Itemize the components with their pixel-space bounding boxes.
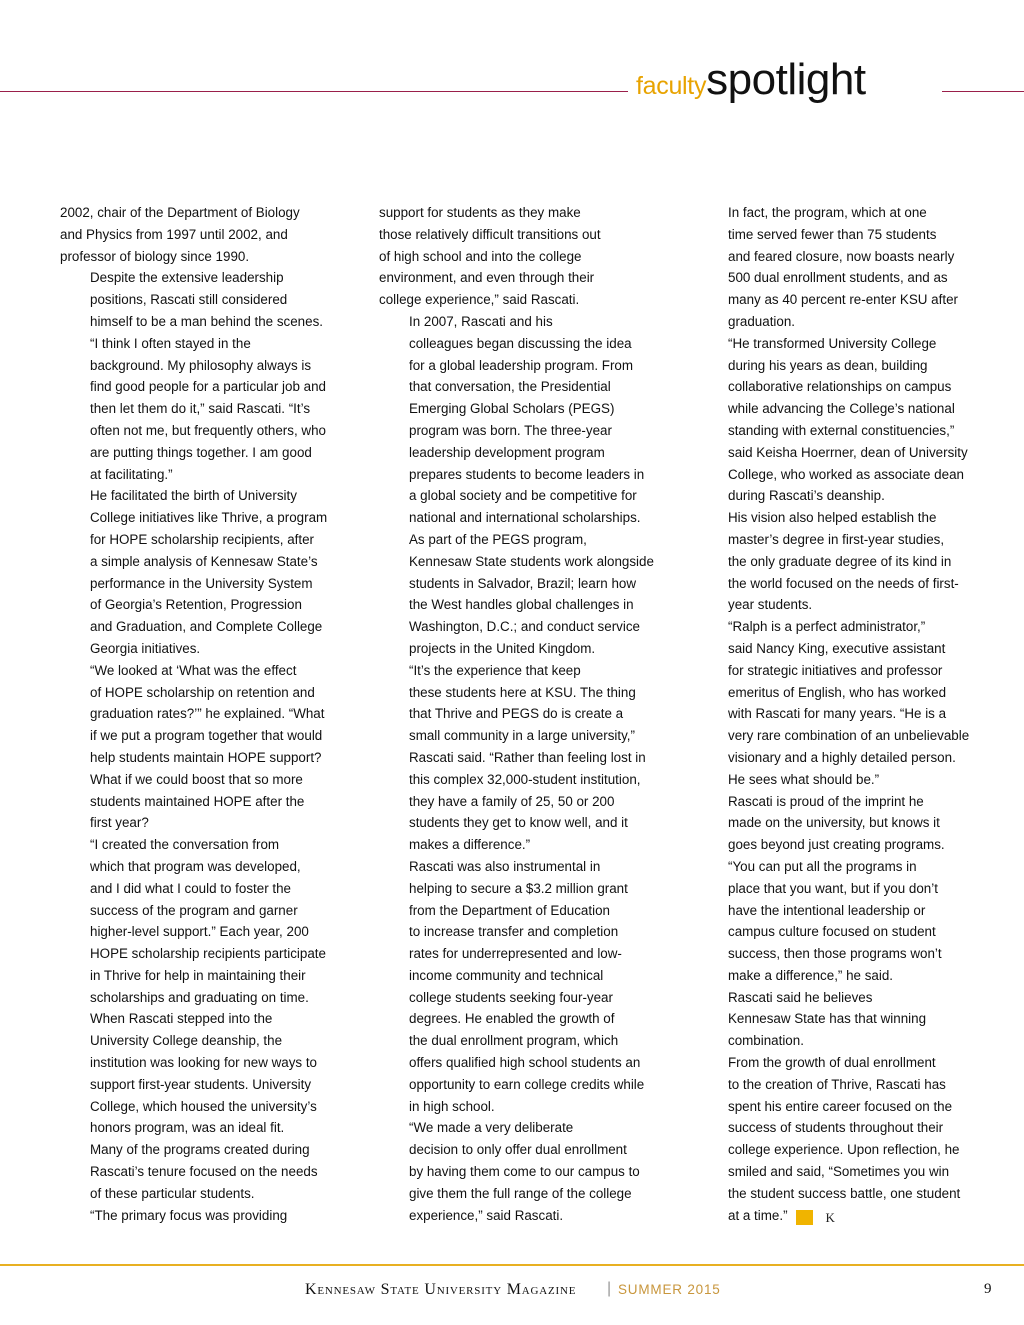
text-line: College initiatives like Thrive, a program — [90, 510, 328, 526]
article-paragraph — [60, 660, 335, 834]
text-line: smiled and said, “Sometimes you win — [728, 1164, 950, 1180]
text-column-3 — [698, 202, 973, 1226]
text-line: Rascati is proud of the imprint he — [728, 793, 924, 809]
text-line: college experience,” said Rascati. — [379, 292, 580, 308]
text-line: scholarships and graduating on time. — [90, 989, 309, 1005]
text-line: the world focused on the needs of first- — [728, 575, 959, 591]
text-line: small community in a large university,” — [409, 728, 635, 744]
section-title — [636, 55, 936, 104]
text-line: collaborative relationships on campus — [728, 379, 952, 395]
article-paragraph — [60, 1205, 335, 1227]
issue-date: SUMMER 2015 — [618, 1282, 721, 1297]
text-line: degrees. He enabled the growth of — [409, 1011, 615, 1027]
text-line: college students seeking four-year — [409, 989, 613, 1005]
header-rule-left — [0, 91, 628, 92]
text-line: performance in the University System — [90, 575, 313, 591]
text-column-1 — [60, 202, 335, 1226]
text-line: support first-year students. University — [90, 1076, 312, 1092]
text-line: combination. — [728, 1033, 804, 1049]
text-line: make a difference,” he said. — [728, 967, 893, 983]
article-paragraph — [698, 333, 973, 507]
text-line: “I created the conversation from — [90, 837, 280, 853]
text-line: income community and technical — [409, 967, 604, 983]
text-line: Many of the programs created during — [90, 1142, 310, 1158]
text-line: Georgia initiatives. — [90, 640, 201, 656]
text-line: honors program, was an ideal fit. — [90, 1120, 285, 1136]
text-line: “Ralph is a perfect administrator,” — [728, 619, 926, 635]
text-line: to increase transfer and completion — [409, 924, 619, 940]
text-line: higher-level support.” Each year, 200 — [90, 924, 309, 940]
text-line: visionary and a highly detailed person. — [728, 749, 956, 765]
text-line: year students. — [728, 597, 813, 613]
text-line: if we put a program together that would — [90, 728, 323, 744]
text-line: helping to secure a $3.2 million grant — [409, 880, 628, 896]
text-line: that Thrive and PEGS do is create a — [409, 706, 624, 722]
text-line: Washington, D.C.; and conduct service — [409, 619, 640, 635]
text-line: University College deanship, the — [90, 1033, 283, 1049]
article-paragraph — [698, 507, 973, 616]
text-line: place that you want, but if you don’t — [728, 880, 938, 896]
text-line: offers qualified high school students an — [409, 1055, 641, 1071]
text-line: leadership development program — [409, 444, 605, 460]
text-line: He facilitated the birth of University — [90, 488, 297, 504]
text-line: As part of the PEGS program, — [409, 531, 587, 547]
text-line: In fact, the program, which at one — [728, 205, 927, 220]
article-paragraph — [698, 1052, 973, 1226]
text-line: find good people for a particular job and — [90, 379, 326, 395]
article-paragraph — [698, 856, 973, 987]
text-line: that conversation, the Presidential — [409, 379, 611, 395]
end-mark-icon: K — [796, 1210, 813, 1225]
article-paragraph — [698, 202, 973, 333]
text-line: “I think I often stayed in the — [90, 335, 251, 351]
text-line: “He transformed University College — [728, 335, 937, 351]
text-line: Despite the extensive leadership — [90, 270, 284, 286]
page-footer — [0, 1281, 1024, 1301]
text-line: From the growth of dual enrollment — [728, 1055, 936, 1071]
text-line: for HOPE scholarship recipients, after — [90, 531, 315, 547]
text-line: graduation. — [728, 313, 796, 329]
text-line: opportunity to earn college credits while — [409, 1076, 645, 1092]
text-line: Kennesaw State has that winning — [728, 1011, 927, 1027]
text-line: the student success battle, one student — [728, 1185, 961, 1201]
text-line: in Thrive for help in maintaining their — [90, 967, 306, 983]
text-line: the dual enrollment program, which — [409, 1033, 619, 1049]
text-line: institution was looking for new ways to — [90, 1055, 318, 1071]
article-paragraph — [60, 333, 335, 486]
article-paragraph — [60, 485, 335, 659]
article-paragraph — [698, 987, 973, 1052]
text-line: students maintained HOPE after the — [90, 793, 305, 809]
text-line: Rascati was also instrumental in — [409, 858, 601, 874]
article-paragraph — [379, 529, 654, 660]
text-line: environment, and even through their — [379, 270, 595, 286]
section-title-big: spotlight — [706, 55, 866, 104]
text-line: have the intentional leadership or — [728, 902, 926, 918]
text-line: of these particular students. — [90, 1185, 255, 1201]
text-line: at facilitating.” — [90, 466, 173, 482]
text-line: the West handles global challenges in — [409, 597, 634, 613]
text-line: emeritus of English, who has worked — [728, 684, 947, 700]
text-line: Rascati’s tenure focused on the needs — [90, 1164, 318, 1180]
text-line: which that program was developed, — [90, 858, 301, 874]
text-line: What if we could boost that so more — [90, 771, 303, 787]
text-line: College, which housed the university’s — [90, 1098, 317, 1114]
text-line: while advancing the College’s national — [728, 401, 955, 417]
text-line: Rascati said. “Rather than feeling lost in — [409, 749, 646, 765]
text-line: during his years as dean, building — [728, 357, 928, 373]
article-paragraph — [698, 616, 973, 790]
text-line: those relatively difficult transitions out — [379, 226, 601, 242]
text-line: in high school. — [409, 1098, 495, 1114]
text-line: He sees what should be.” — [728, 771, 880, 787]
text-line: first year? — [90, 815, 149, 831]
text-line: spent his entire career focused on the — [728, 1098, 953, 1114]
text-line: are putting things together. I am good — [90, 444, 312, 460]
text-line: help students maintain HOPE support? — [90, 749, 322, 765]
text-line: experience,” said Rascati. — [409, 1207, 564, 1223]
text-line: Kennesaw State students work alongside — [409, 553, 654, 569]
text-line: they have a family of 25, 50 or 200 — [409, 793, 615, 809]
text-line: of HOPE scholarship on retention and — [90, 684, 315, 700]
text-line: Emerging Global Scholars (PEGS) — [409, 401, 615, 417]
text-line: this complex 32,000-student institution, — [409, 771, 641, 787]
text-line: His vision also helped establish the — [728, 510, 937, 526]
text-line: support for students as they make — [379, 205, 581, 220]
text-line: said Keisha Hoerrner, dean of University — [728, 444, 968, 460]
text-line: professor of biology since 1990. — [60, 248, 250, 264]
text-line: a simple analysis of Kennesaw State’s — [90, 553, 318, 569]
text-line: and Graduation, and Complete College — [90, 619, 323, 635]
text-line: Rascati said he believes — [728, 989, 873, 1005]
text-line: and feared closure, now boasts nearly — [728, 248, 955, 264]
text-line: “We made a very deliberate — [409, 1120, 574, 1136]
text-line: these students here at KSU. The thing — [409, 684, 636, 700]
text-line: “You can put all the programs in — [728, 858, 917, 874]
text-line: made on the university, but knows it — [728, 815, 940, 831]
text-line: prepares students to become leaders in — [409, 466, 645, 482]
page-number: 9 — [984, 1281, 992, 1297]
text-line: time served fewer than 75 students — [728, 226, 937, 242]
text-line: students in Salvador, Brazil; learn how — [409, 575, 637, 591]
text-line: himself to be a man behind the scenes. — [90, 313, 323, 329]
text-line: for strategic initiatives and professor — [728, 662, 943, 678]
publication-name: Kennesaw State University Magazine — [305, 1281, 577, 1298]
text-line: success of the program and garner — [90, 902, 298, 918]
text-line: of high school and into the college — [379, 248, 582, 264]
text-line: graduation rates?’” he explained. “What — [90, 706, 325, 722]
text-line: at a time.” K — [728, 1207, 835, 1225]
text-line: In 2007, Rascati and his — [409, 313, 553, 329]
text-line: “It’s the experience that keep — [409, 662, 581, 678]
text-line: success of students throughout their — [728, 1120, 944, 1136]
text-line: master’s degree in first-year studies, — [728, 531, 945, 547]
text-line: background. My philosophy always is — [90, 357, 312, 373]
text-line: and I did what I could to foster the — [90, 880, 291, 896]
text-line: give them the full range of the college — [409, 1185, 632, 1201]
text-line: students they get to know well, and it — [409, 815, 628, 831]
text-line: “We looked at ‘What was the effect — [90, 662, 297, 678]
text-line: projects in the United Kingdom. — [409, 640, 596, 656]
text-line: standing with external constituencies,” — [728, 422, 955, 438]
text-line: college experience. Upon reflection, he — [728, 1142, 960, 1158]
text-line: from the Department of Education — [409, 902, 610, 918]
text-column-2 — [379, 202, 654, 1226]
text-line: a global society and be competitive for — [409, 488, 637, 504]
article-paragraph — [379, 311, 654, 529]
text-line: to the creation of Thrive, Rascati has — [728, 1076, 946, 1092]
article-paragraph — [60, 1008, 335, 1204]
text-line: rates for underrepresented and low- — [409, 946, 622, 962]
text-line: with Rascati for many years. “He is a — [728, 706, 947, 722]
text-line: said Nancy King, executive assistant — [728, 640, 946, 656]
text-line: decision to only offer dual enrollment — [409, 1142, 627, 1158]
article-paragraph — [698, 791, 973, 856]
text-line: “The primary focus was providing — [90, 1207, 288, 1223]
text-line: and Physics from 1997 until 2002, and — [60, 226, 288, 242]
text-line: 2002, chair of the Department of Biology — [60, 205, 300, 220]
text-line: national and international scholarships. — [409, 510, 641, 526]
section-title-small: faculty — [636, 72, 707, 100]
text-line: HOPE scholarship recipients participate — [90, 946, 326, 962]
text-line: for a global leadership program. From — [409, 357, 634, 373]
text-line: positions, Rascati still considered — [90, 292, 288, 308]
footer-rule — [0, 1264, 1024, 1266]
text-line: then let them do it,” said Rascati. “It’s — [90, 401, 311, 417]
text-line: by having them come to our campus to — [409, 1164, 640, 1180]
text-line: of Georgia’s Retention, Progression — [90, 597, 302, 613]
article-paragraph — [379, 202, 654, 311]
text-line: College, who worked as associate dean — [728, 466, 964, 482]
text-line: many as 40 percent re-enter KSU after — [728, 292, 958, 308]
article-paragraph — [60, 267, 335, 332]
text-line: program was born. The three-year — [409, 422, 612, 438]
article-paragraph — [379, 660, 654, 856]
header-rule-right — [942, 91, 1024, 92]
text-line: When Rascati stepped into the — [90, 1011, 273, 1027]
text-line: campus culture focused on student — [728, 924, 936, 940]
footer-separator: | — [607, 1280, 612, 1297]
text-line: makes a difference.” — [409, 837, 531, 853]
text-line: 500 dual enrollment students, and as — [728, 270, 948, 286]
text-line: success, then those programs won’t — [728, 946, 942, 962]
article-paragraph — [379, 1117, 654, 1226]
text-line: goes beyond just creating programs. — [728, 837, 945, 853]
text-line: the only graduate degree of its kind in — [728, 553, 952, 569]
article-paragraph — [379, 856, 654, 1118]
text-line: often not me, but frequently others, who — [90, 422, 326, 438]
text-line: colleagues began discussing the idea — [409, 335, 632, 351]
article-paragraph — [60, 834, 335, 1008]
text-line: during Rascati’s deanship. — [728, 488, 885, 504]
article-paragraph — [60, 202, 335, 267]
text-line: very rare combination of an unbelievable — [728, 728, 970, 744]
